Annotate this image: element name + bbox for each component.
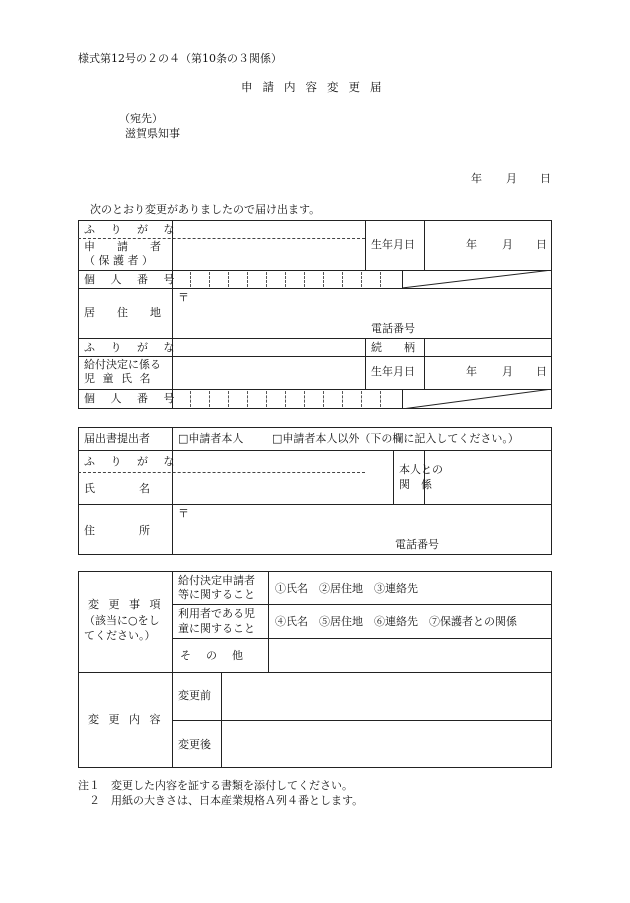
- child-change-options[interactable]: ④氏名 ⑤居住地 ⑥連絡先 ⑦保護者との関係: [275, 615, 517, 628]
- child-name-label-1: 給付決定に係る: [84, 358, 161, 371]
- child-name-label-2: 児 童 氏 名: [84, 372, 153, 385]
- child-birth-month: 月: [502, 365, 513, 378]
- child-furigana-label: ふ り が な: [84, 341, 181, 354]
- child-birth-day: 日: [536, 365, 547, 378]
- submitter-name-label: 氏 名: [84, 482, 150, 495]
- submitter-address-label: 住 所: [84, 524, 150, 537]
- addressee: 滋賀県知事: [125, 127, 180, 140]
- form-number: 様式第12号の２の４（第10条の３関係）: [78, 52, 282, 65]
- applicant-birth-month: 月: [502, 238, 513, 251]
- applicant-category-1: 給付決定申請者: [178, 574, 255, 587]
- child-birth-year: 年: [466, 365, 477, 378]
- child-id-label: 個 人 番 号: [84, 392, 181, 405]
- applicant-birth-day: 日: [536, 238, 547, 251]
- addressee-label: （宛先）: [119, 112, 163, 125]
- change-content-label: 変 更 内 容: [88, 713, 164, 726]
- child-category-1: 利用者である児: [178, 607, 255, 620]
- slash-mark: [402, 270, 552, 288]
- guardian-label: （ 保 護 者 ）: [84, 254, 153, 267]
- relationship-label-1: 本人との: [399, 463, 443, 476]
- applicant-id-label: 個 人 番 号: [84, 273, 181, 286]
- applicant-furigana-label: ふ り が な: [84, 223, 181, 236]
- submitter-postal-mark: 〒: [178, 507, 189, 520]
- before-label: 変更前: [178, 689, 211, 702]
- applicant-category-2: 等に関すること: [178, 588, 255, 601]
- submitter-phone-label: 電話番号: [395, 538, 439, 551]
- relationship-label-2: 関 係: [399, 478, 432, 491]
- note-2: ２ 用紙の大きさは、日本産業規格Ａ列４番とします。: [78, 794, 364, 807]
- note-1: 注１ 変更した内容を証する書類を添付してください。: [78, 779, 353, 792]
- other-label: そ の 他: [180, 649, 245, 662]
- submitter-furigana-label: ふ り が な: [84, 455, 181, 468]
- applicant-birth-label: 生年月日: [371, 238, 415, 251]
- child-relation-label: 続 柄: [371, 341, 415, 354]
- slash-mark: [402, 389, 552, 409]
- applicant-change-options[interactable]: ①氏名 ②居住地 ③連絡先: [275, 582, 418, 595]
- date-month: 月: [506, 172, 517, 185]
- child-birth-label: 生年月日: [371, 365, 415, 378]
- change-items-label: 変 更 事 項: [88, 598, 164, 611]
- submitter-label: 届出書提出者: [84, 432, 150, 445]
- date-year: 年: [471, 172, 482, 185]
- page-title: 申請内容変更届: [241, 80, 392, 94]
- change-items-note-1: （該当に○をし: [84, 614, 160, 627]
- after-label: 変更後: [178, 738, 211, 751]
- date-day: 日: [540, 172, 551, 185]
- applicant-phone-label: 電話番号: [371, 322, 415, 335]
- address-label: 居 住 地: [84, 306, 161, 319]
- applicant-birth-year: 年: [466, 238, 477, 251]
- submitter-option-self[interactable]: □申請者本人: [178, 432, 244, 445]
- change-items-note-2: てください。）: [84, 629, 156, 642]
- postal-mark: 〒: [178, 291, 189, 304]
- applicant-label: 申 請 者: [84, 240, 161, 253]
- submitter-option-other[interactable]: □申請者本人以外（下の欄に記入してください。）: [272, 432, 519, 445]
- intro-text: 次のとおり変更がありましたので届け出ます。: [90, 203, 321, 216]
- child-category-2: 童に関すること: [178, 622, 255, 635]
